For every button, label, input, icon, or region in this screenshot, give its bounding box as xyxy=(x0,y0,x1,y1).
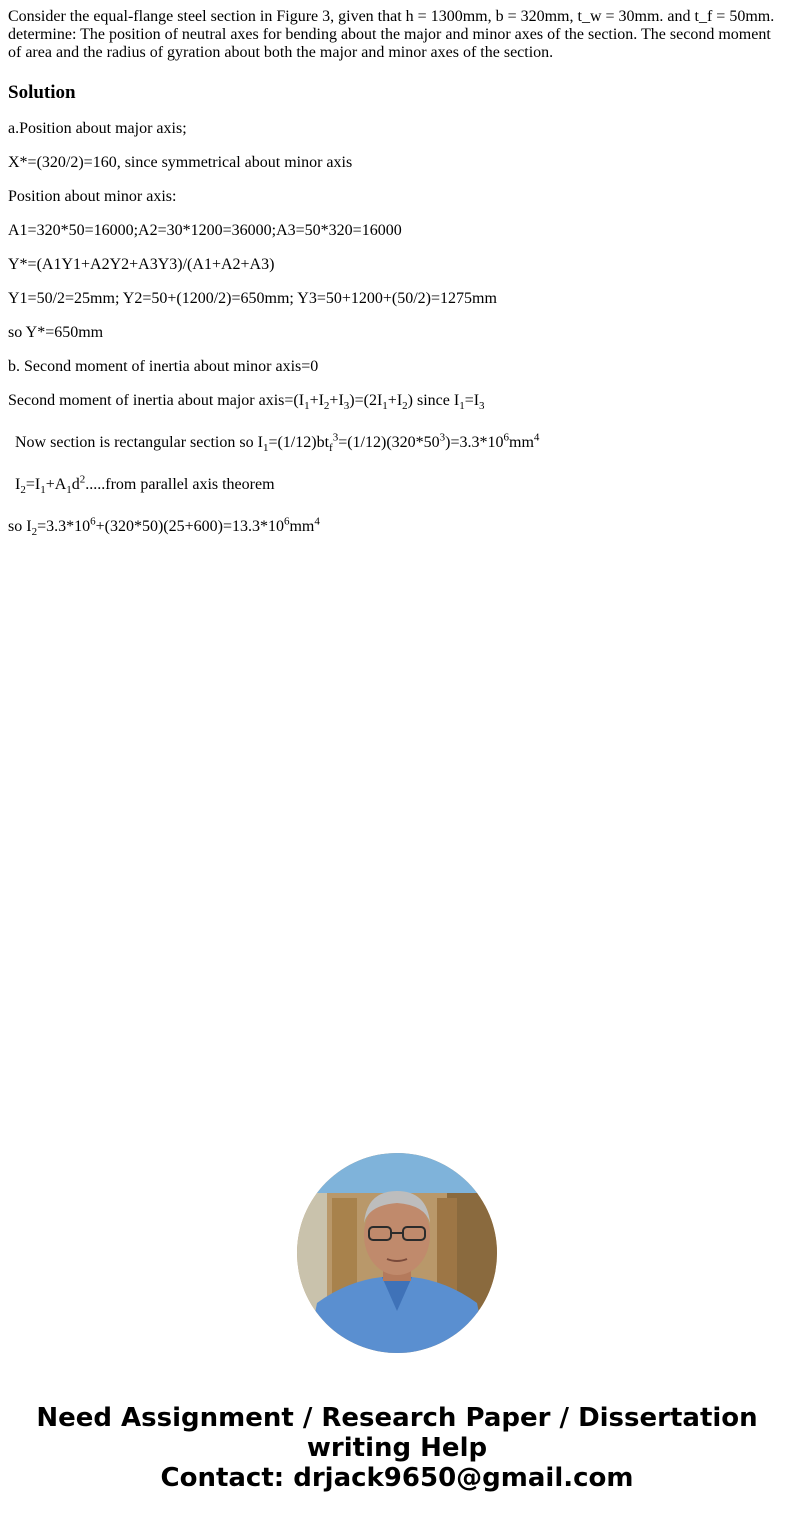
step-rectangular-section: Now section is rectangular section so $I_1=(1/12)bt_f^3=(1/12)(320*50^3)=3.3*10^6mm^4$ xyxy=(15,431,540,455)
step-areas: A1=320*50=16000;A2=30*1200=36000;A3=50*320=16000 xyxy=(8,222,402,239)
step-major-inertia: Second moment of inertia about major $axis=(I_1+I_2+I_3)=(2I_1+I_2)$ since $I_1=I_3$ xyxy=(8,392,485,413)
step-minor-axis-title: Position about minor axis: xyxy=(8,188,177,205)
solution-document xyxy=(8,8,786,560)
solution-heading: Solution xyxy=(8,82,76,103)
promo-line-1: Need Assignment / Research Paper / Dissertation xyxy=(36,1403,758,1433)
question-text: Consider the equal-flange steel section in Figure 3, given that h = 1300mm, b = 320mm, t_w = 30mm. and t_f = 50mm. determine: The position of neutral axes for bending about the major and minor axes of the section. The second moment of area and the radius of gyration about both the major and minor axes of the section. xyxy=(8,8,775,61)
promo-line-2: writing Help xyxy=(306,1433,488,1463)
step-y-result: so Y*=650mm xyxy=(8,324,104,341)
author-avatar xyxy=(297,1153,497,1353)
promo-contact: Contact: drjack9650@gmail.com xyxy=(160,1463,634,1493)
step-y-centroid-formula: Y*=(A1Y1+A2Y2+A3Y3)/(A1+A2+A3) xyxy=(8,256,275,273)
step-y-values: Y1=50/2=25mm; Y2=50+(1200/2)=650mm; Y3=50+1200+(50/2)=1275mm xyxy=(8,290,497,307)
step-parallel-axis: $I_2=I_1+A_1d^2.....from$ parallel axis theorem xyxy=(15,473,275,497)
promo-banner xyxy=(0,1403,794,1493)
step-major-axis-title: a.Position about major axis; xyxy=(8,120,187,137)
step-i2-result: so $I_2=3.3*10^6+(320*50)(25+600)=13.3*10^6mm^4$ xyxy=(8,515,320,539)
step-x-centroid: X*=(320/2)=160, since symmetrical about minor axis xyxy=(8,154,353,171)
step-minor-inertia: b. Second moment of inertia about minor axis=0 xyxy=(8,358,319,375)
person-portrait-image xyxy=(297,1153,497,1353)
